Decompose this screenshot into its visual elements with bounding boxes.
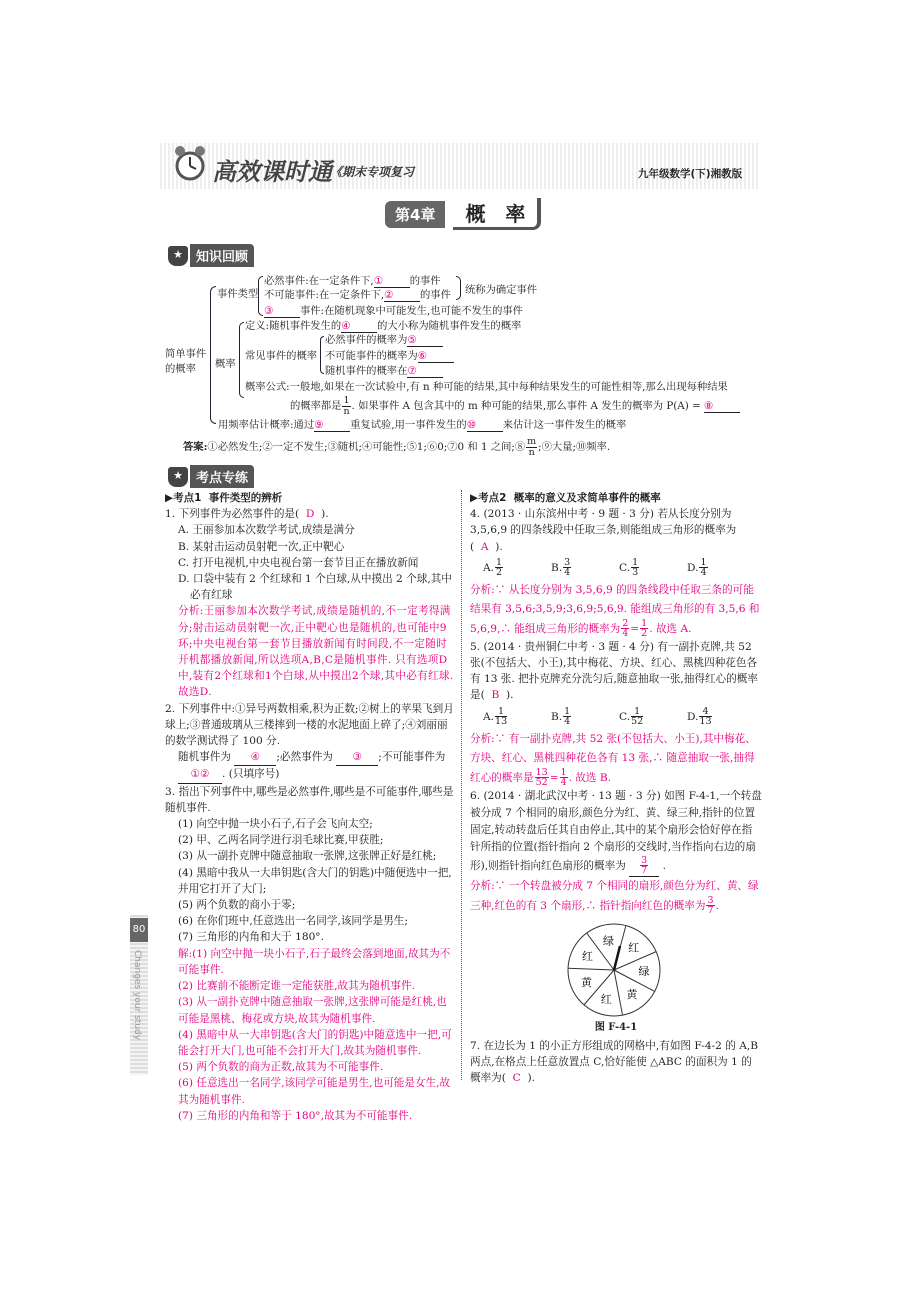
q6-analysis: 分析:∵ 一个转盘被分成 7 个相同的扇形,颜色分为红、黄、绿三种,红色的有 3 个扇形,∴ 指针指向红色的概率为 $\frac{3}{7}$ . bbox=[470, 879, 759, 917]
wheel-sector-label: 绿 bbox=[638, 964, 650, 978]
section-review-title: 知识回顾 bbox=[190, 244, 254, 267]
brace bbox=[239, 322, 244, 398]
section-practice-header bbox=[168, 465, 254, 488]
wheel-sector-label: 红 bbox=[581, 949, 593, 963]
brace bbox=[456, 276, 461, 300]
tree-root: 简单事件 的概率 bbox=[165, 348, 207, 375]
q2-stem: 2. 下列事件中:①异号两数相乘,积为正数;②树上的苹果飞到月球上;③普通玻璃从三楼摔到一楼的水泥地面上碎了;④刘丽丽的数学测试得了 100 分. bbox=[165, 702, 454, 748]
q1-option-b: B. 某射击运动员射靶一次,正中靶心 bbox=[178, 540, 345, 553]
q5-option: D. $\frac{4}{13}$ bbox=[687, 705, 712, 728]
section-practice-title: 考点专练 bbox=[190, 465, 254, 488]
review-answers: 答案:①必然发生;②一定不发生;③随机;④可能性;⑤1;⑥0;⑦0 和 1 之间;⑧ $\frac{m}{n}$ ;⑨大量;⑩频率. bbox=[183, 436, 611, 458]
tree-estimate: 用频率估计概率:通过⑨ 重复试验,用一事件发生的⑩ 来估计这一事件发生的概率 bbox=[218, 419, 627, 431]
tree-p-random: 随机事件的概率在⑦ bbox=[325, 362, 443, 378]
q4-option: B. $\frac{3}{4}$ bbox=[551, 556, 571, 579]
q7-stem: 7. 在边长为 1 的小正方形组成的网格中,有如图 F-4-2 的 A,B 两点,在格点上任意放置点 C,恰好能使 △ABC 的面积为 1 的概率为( C ). bbox=[470, 1039, 759, 1085]
q4-option: A. $\frac{1}{2}$ bbox=[483, 556, 503, 579]
q4-options bbox=[470, 558, 762, 578]
tree-definition: 定义:随机事件发生的④ 的大小称为随机事件发生的概率 bbox=[245, 320, 522, 332]
q1-stem: 1. 下列事件为必然事件的是( D ). bbox=[165, 508, 329, 521]
chapter-title bbox=[385, 200, 541, 228]
wheel-sector-label: 绿 bbox=[602, 934, 614, 948]
tree-common: 常见事件的概率 bbox=[245, 350, 318, 362]
trophy-icon: ★ bbox=[168, 246, 188, 266]
tree-formula-line1: 概率公式:一般地,如果在一次试验中,有 n 种可能的结果,其中每种结果发生的可能性相等,那么出现每种结果 bbox=[245, 381, 728, 393]
wheel-sector-label: 红 bbox=[600, 992, 612, 1006]
tree-formula-line2: 的概率都是 $\frac{1}{n}$ . 如果事件 A 包含其中的 m 种可能的结果,那么事件 A 发生的概率为 P(A) = ⑧ bbox=[290, 396, 740, 416]
q3-solution: (2) 比赛前不能断定谁一定能获胜,故其为随机事件. bbox=[178, 980, 415, 993]
trophy-icon: ★ bbox=[168, 467, 188, 487]
q3-item: (1) 向空中抛一块小石子,石子会飞向太空; bbox=[178, 818, 373, 831]
tree-p-impossible: 不可能事件的概率为⑥ bbox=[325, 347, 454, 363]
header-subtitle: 《期末专项复习 bbox=[330, 165, 415, 179]
q4-analysis: 分析:∵ 从长度分别为 3,5,6,9 的四条线段中任取三条的可能结果有 3,5,6;3,5,9;3,6,9;5,6,9. 能组成三角形的有 3,5,6 和 5,6,9,∴ 能组成三角形的概率为 $\frac{2}{4}$ = $\frac{1}{2}$ . 故选 A. bbox=[470, 583, 760, 640]
q3-solution: (6) 任意选出一名同学,该同学可能是男生,也可能是女生,故其为随机事件. bbox=[178, 1077, 451, 1106]
q3-item: (5) 两个负数的商小于零; bbox=[178, 899, 296, 912]
topic-2-heading: ▶考点2 概率的意义及求简单事件的概率 bbox=[470, 492, 661, 504]
q3-item: (3) 从一副扑克牌中随意抽取一张牌,这张牌正好是红桃; bbox=[178, 850, 437, 863]
q1-option-a: A. 王丽参加本次数学考试,成绩是满分 bbox=[178, 524, 355, 537]
topic-1-heading: ▶考点1 事件类型的辨析 bbox=[165, 492, 283, 504]
header-grade: 九年级数学(下)湘教版 bbox=[638, 168, 743, 180]
section-review-header bbox=[168, 244, 254, 267]
q5-analysis: 分析:∵ 有一副扑克牌,共 52 张(不包括大、小王),其中梅花、方块、红心、黑桃四种花色各有 13 张,∴ 随意抽取一张,抽得红心的概率是 $\frac{13}{52}$ = $\frac{1}{4}$ . 故选 B. bbox=[470, 732, 756, 789]
q3-solution: (3) 从一副扑克牌中随意抽取一张牌,这张牌可能是红桃,也可能是黑桃、梅花或方块,故其为随机事件. bbox=[178, 996, 447, 1025]
column-divider bbox=[461, 490, 462, 1080]
q4-option: D. $\frac{1}{4}$ bbox=[687, 556, 707, 579]
q3-item: (7) 三角形的内角和大于 180°. bbox=[178, 931, 324, 944]
q3-item: (6) 在你们班中,任意选出一名同学,该同学是男生; bbox=[178, 915, 408, 928]
q2-answers: 随机事件为 ④ ;必然事件为 ③ ;不可能事件为 ①② . (只填序号) bbox=[165, 749, 455, 783]
spinner-wheel bbox=[564, 920, 664, 1020]
alarm-clock-logo-icon bbox=[170, 142, 210, 184]
tree-probability: 概率 bbox=[215, 358, 236, 370]
tree-event-types: 事件类型 bbox=[217, 288, 259, 300]
q4-option: C. $\frac{1}{3}$ bbox=[619, 556, 639, 579]
tree-certain: 必然事件:在一定条件下,① 的事件 bbox=[264, 275, 441, 287]
wheel-sector-label: 黄 bbox=[626, 987, 638, 1001]
q3-item: (4) 黑暗中我从一大串钥匙(含大门的钥匙)中随便选中一把,并用它打开了大门; bbox=[178, 866, 452, 895]
tree-impossible: 不可能事件:在一定条件下,② 的事件 bbox=[264, 289, 451, 301]
q1-option-d-cont: 必有红球 bbox=[190, 589, 233, 602]
q1-option-d: D. 口袋中装有 2 个红球和 1 个白球,从中摸出 2 个球,其中 bbox=[178, 573, 452, 586]
q3-solution: (4) 黑暗中从一大串钥匙(含大门的钥匙)中随意选中一把,可能会打开大门,也可能不会打开大门,故其为随机事件. bbox=[178, 1028, 452, 1057]
tree-p-certain: 必然事件的概率为⑤ bbox=[325, 331, 443, 347]
q3-solution: (7) 三角形的内角和等于 180°,故其为不可能事件. bbox=[178, 1109, 413, 1122]
wheel-sector-label: 红 bbox=[628, 940, 640, 954]
tree-collective: 统称为确定事件 bbox=[465, 284, 538, 296]
q6-stem: 6. (2014 · 湖北武汉中考 · 13 题 · 3 分) 如图 F-4-1,一个转盘被分成 7 个相同的扇形,颜色分为红、黄、绿三种,指针的位置固定,转动转盘后任其自由停止,其中的某个扇形会恰好停在指针所指的位置(指针指向 2 个扇形的交线时,当作指向右边的扇形),则指针指向红色扇形的概率为 $\frac{3}{7}$ . bbox=[470, 789, 762, 877]
q3-solution: 解:(1) 向空中抛一块小石子,石子最终会落到地面,故其为不可能事件. bbox=[178, 947, 451, 976]
chapter-name: 概 率 bbox=[453, 198, 541, 230]
q5-option: B. $\frac{1}{4}$ bbox=[551, 705, 571, 728]
q5-options bbox=[470, 707, 762, 727]
q1-option-c: C. 打开电视机,中央电视台第一套节目正在播放新闻 bbox=[178, 556, 419, 569]
sidebar-slogan: Changes your study bbox=[132, 950, 142, 1041]
q5-option: A. $\frac{1}{13}$ bbox=[483, 705, 508, 728]
page-number: 80 bbox=[130, 918, 148, 942]
left-column bbox=[165, 490, 455, 1124]
q3-item: (2) 甲、乙两名同学进行羽毛球比赛,甲获胜; bbox=[178, 834, 384, 847]
brand-logo: 高效课时通 bbox=[212, 158, 332, 186]
brace bbox=[320, 336, 324, 374]
q5-stem: 5. (2014 · 贵州铜仁中考 · 3 题 · 4 分) 有一副扑克牌,共 52 张(不包括大、小王),其中梅花、方块、红心、黑桃四种花色各有 13 张. 把扑克牌充分洗匀后,随意抽取一张,抽得红心的概率是( B ). bbox=[470, 640, 758, 702]
chapter-number: 第4章 bbox=[385, 201, 445, 228]
q1-analysis: 分析:王丽参加本次数学考试,成绩是随机的,不一定考得满分;射击运动员射靶一次,正中靶心也是随机的,也可能中9环;中央电视台第一套节目播放新闻有时间段,不一定随时开机都播放新闻,所以选项A,B,C是随机事件. 只有选项D中,装有2个红球和1个白球,从中摸出2个球,其中必有红球. 故选D. bbox=[178, 605, 454, 699]
brace bbox=[258, 276, 263, 316]
q4-stem: 4. (2013 · 山东滨州中考 · 9 题 · 3 分) 若从长度分别为 3,5,6,9 的四条线段中任取三条,则能组成三角形的概率为( A ). bbox=[470, 508, 737, 553]
q3-stem: 3. 指出下列事件中,哪些是必然事件,哪些是不可能事件,哪些是随机事件. bbox=[165, 785, 454, 814]
q5-option: C. $\frac{1}{52}$ bbox=[619, 705, 644, 728]
q3-solution: (5) 两个负数的商为正数,故其为不可能事件. bbox=[178, 1061, 384, 1074]
right-column bbox=[470, 490, 762, 1086]
wheel-sector-label: 黄 bbox=[581, 975, 593, 989]
figure-f-4-1 bbox=[470, 916, 762, 1038]
tree-random: ③ 事件:在随机现象中可能发生,也可能不发生的事件 bbox=[264, 305, 523, 317]
figure-caption: 图 F-4-1 bbox=[594, 1021, 638, 1033]
